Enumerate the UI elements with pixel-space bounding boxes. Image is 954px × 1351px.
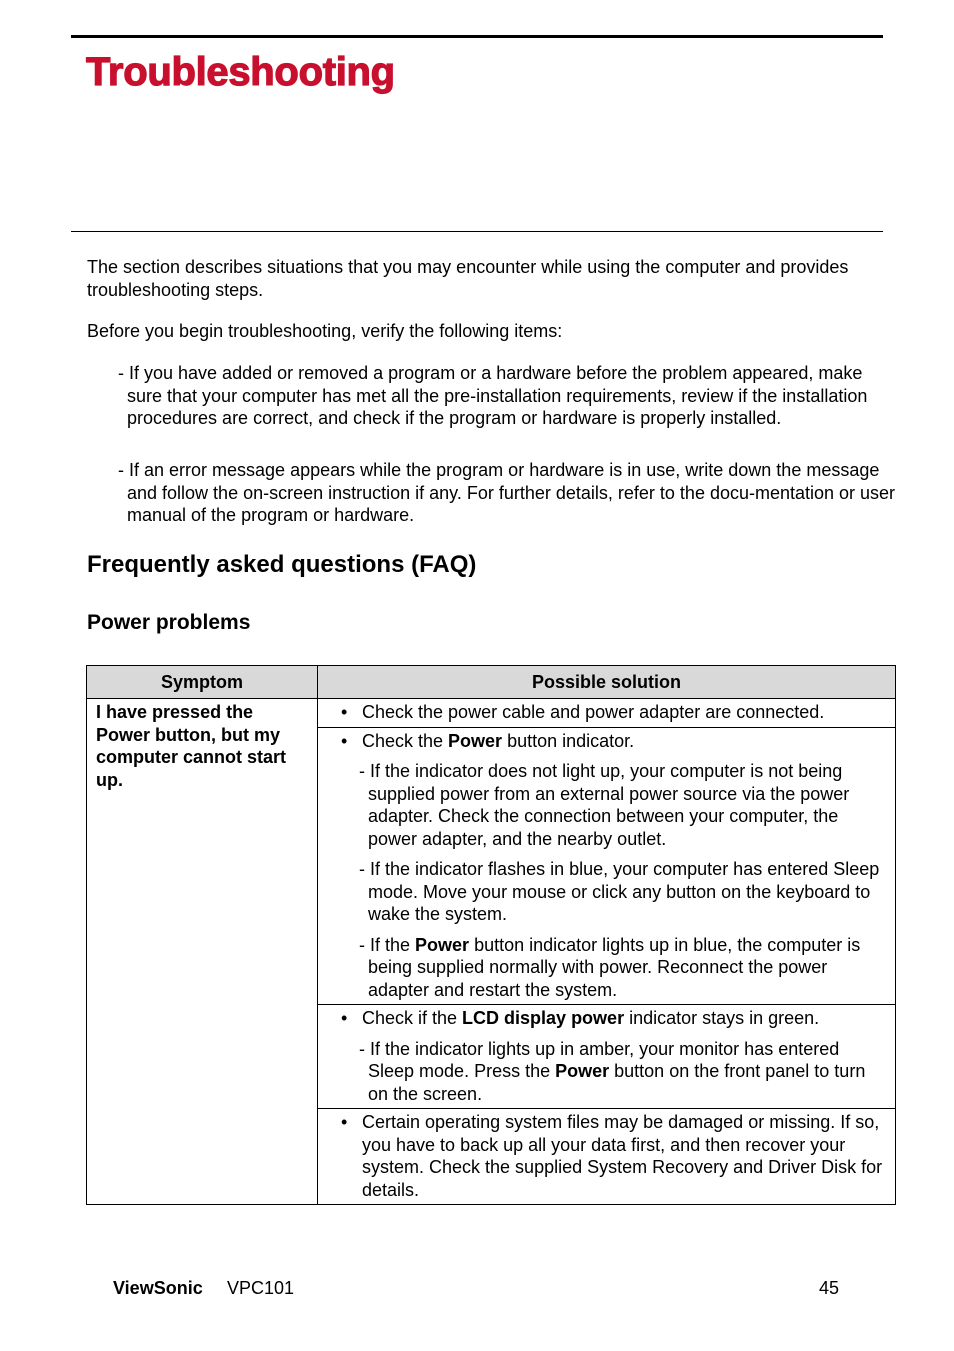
checklist-item-2: - If an error message appears while the program or hardware is in use, write down the message and follow the on-screen instruction if any. For further details, refer to the docu-mentation or user manual of the program or hardware. <box>118 460 896 525</box>
faq-heading: Frequently asked questions (FAQ) <box>87 551 477 578</box>
page-number: 45 <box>819 1278 840 1298</box>
solution-cell-2 <box>318 727 896 1005</box>
top-rule <box>71 35 883 38</box>
power-problems-table <box>86 665 896 1205</box>
solution-cell-4 <box>318 1109 896 1205</box>
intro-paragraph: The section describes situations that you may encounter while using the computer and provides troubleshooting steps. <box>87 257 849 300</box>
solution-bullet: • Check the Power button indicator. <box>341 730 883 753</box>
before-paragraph: Before you begin troubleshooting, verify the following items: <box>87 321 563 341</box>
title-divider <box>71 231 883 232</box>
footer-model: VPC101 <box>227 1278 295 1298</box>
solution-bullet: • Check if the LCD display power indicator stays in green. <box>341 1007 883 1030</box>
power-problems-heading: Power problems <box>87 611 251 634</box>
page-title: Troubleshooting <box>86 50 395 94</box>
solution-subitem: - If the Power button indicator lights up in blue, the computer is being supplied normally with power. Reconnect the power adapter and restart the system. <box>359 934 861 1000</box>
solution-subitem: - If the indicator does not light up, your computer is not being supplied power from an external power source via the power adapter. Check the connection between your computer, the power adapter, and the nearby outlet. <box>359 761 850 849</box>
symptom-cell: I have pressed the Power button, but my computer cannot start up. <box>87 699 318 1205</box>
header-solution: Possible solution <box>318 666 896 699</box>
table-header-row <box>87 666 896 699</box>
checklist-item-1: - If you have added or removed a program or a hardware before the problem appeared, make sure that your computer has met all the pre-installation requirements, review if the installation procedures are correct, and check if the program or hardware is properly installed. <box>118 363 868 428</box>
solution-cell-1 <box>318 699 896 728</box>
solution-bullet: • Certain operating system files may be damaged or missing. If so, you have to back up all your data first, and then recover your system. Check the supplied System Recovery and Driver Disk for details. <box>341 1111 883 1201</box>
solution-bullet: • Check the power cable and power adapter are connected. <box>341 701 883 724</box>
solution-subitem: - If the indicator flashes in blue, your computer has entered Sleep mode. Move your mouse or click any button on the keyboard to wake the system. <box>359 859 880 924</box>
table-row <box>87 699 896 728</box>
solution-subitem: - If the indicator lights up in amber, your monitor has entered Sleep mode. Press the Power button on the front panel to turn on the screen. <box>359 1038 866 1104</box>
solution-cell-3 <box>318 1005 896 1109</box>
footer-brand: ViewSonic <box>113 1278 203 1298</box>
header-symptom: Symptom <box>87 666 318 699</box>
